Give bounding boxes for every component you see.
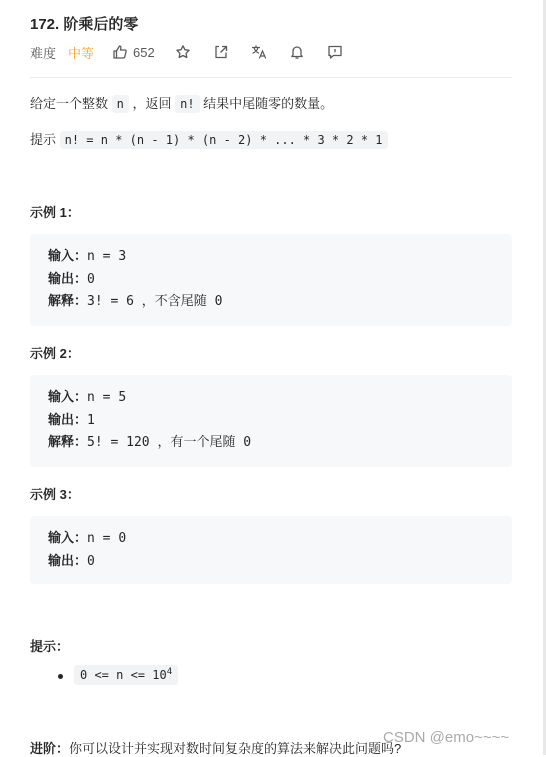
- feedback-icon[interactable]: [327, 44, 343, 60]
- example-1-heading: 示例 1：: [30, 205, 80, 220]
- example-2-block: 输入：n = 5 输出：1 解释：5! = 120 ，有一个尾随 0: [30, 375, 512, 467]
- code-factorial: n!: [175, 95, 199, 113]
- advanced-label: 进阶：: [30, 741, 70, 756]
- thumbs-up-icon[interactable]: [112, 44, 128, 60]
- example-1-block: 输入：n = 3 输出：0 解释：3! = 6 ，不含尾随 0: [30, 234, 512, 326]
- hint-formula: n! = n * (n - 1) * (n - 2) * ... * 3 * 2 * 1: [60, 131, 388, 149]
- bell-icon[interactable]: [289, 44, 305, 60]
- example-2-heading: 示例 2：: [30, 346, 80, 361]
- advanced-note: [30, 738, 401, 757]
- divider: [30, 77, 512, 78]
- difficulty-badge: 中等: [68, 45, 95, 61]
- constraint-item: $0 <= n <= 10^4$: [74, 667, 178, 682]
- constraint-bullet: [58, 674, 63, 679]
- difficulty-label: 难度: [30, 45, 57, 61]
- advanced-text: 你可以设计并实现对数时间复杂度的算法来解决此问题吗?: [69, 741, 402, 756]
- var-n: n: [112, 95, 129, 113]
- description-text: 给定一个整数 n ，返回 n! 结果中尾随零的数量。: [30, 96, 334, 111]
- star-icon[interactable]: [175, 44, 191, 60]
- problem-meta-bar: [30, 42, 343, 62]
- likes-count: 652: [133, 44, 155, 60]
- watermark: CSDN @emo~~~~: [383, 729, 510, 746]
- problem-title: 172. 阶乘后的零: [30, 16, 139, 33]
- example-3-block: 输入：n = 0 输出：0: [30, 516, 512, 584]
- translate-icon[interactable]: [251, 44, 267, 60]
- share-icon[interactable]: [213, 44, 229, 60]
- constraints-heading: 提示：: [30, 639, 70, 654]
- example-3-heading: 示例 3：: [30, 487, 80, 502]
- description-hint: 提示 n! = n * (n - 1) * (n - 2) * ... * 3 * 2 * 1: [30, 129, 388, 151]
